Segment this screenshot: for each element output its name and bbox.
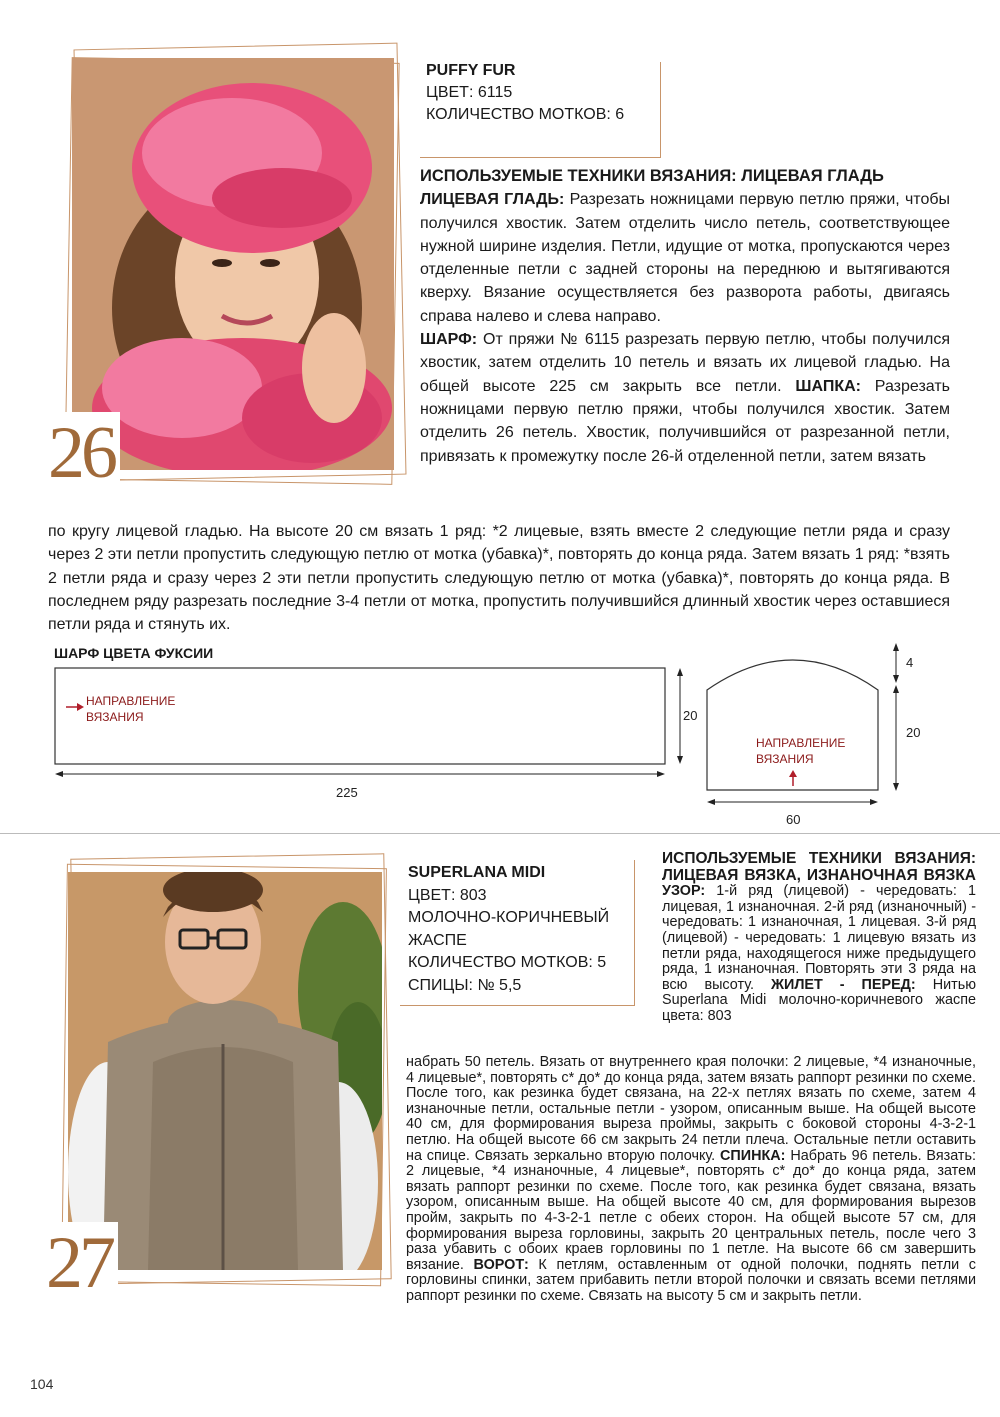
techniques-heading-27: ИСПОЛЬЗУЕМЫЕ ТЕХНИКИ ВЯЗАНИЯ: ЛИЦЕВАЯ ВЯЗКА, ИЗНАНОЧНАЯ ВЯЗКА <box>662 850 976 884</box>
diagram-title: ШАРФ ЦВЕТА ФУКСИИ <box>54 645 214 661</box>
section-divider <box>0 833 1000 834</box>
yarn-info-27 <box>408 862 609 997</box>
front-text-narrow: Нитью Superlana Midi молочно-коричневого жаспе цвета: 803 <box>662 976 977 1024</box>
yarn-skeins: КОЛИЧЕСТВО МОТКОВ: 5 <box>408 954 607 971</box>
hat-label: ШАПКА: <box>795 377 861 395</box>
hat-text-narrow: Разрезать ножницами первую петлю пряжи, чтобы получился хвостик. Затем отделить 26 петель. Хвостик, получившийся от разрезанной петли, привязать к промежутку после 26-й отделенной петли, затем вязать <box>420 377 950 465</box>
yarn-skeins: КОЛИЧЕСТВО МОТКОВ: 6 <box>426 106 625 123</box>
front-text-wide: набрать 50 петель. Вязать от внутреннего края полочки: 2 лицевые, *4 изнаночные, 4 лицевые*, повторять с* до* до конца ряда, затем вязать раппорт резинки по схеме. После того, как резинка будет связана, на 22-х петлях вязать по схеме, затем 4 изнаночные петли, остальные петли - узором, описанным выше. На общей высоте 40 см, для формирования выреза проймы, закрыть с боковой стороны 4-3-2-1 петлю. На общей высоте 66 см закрыть 24 петли плеча. Остальные петли оставить на спице. Связать зеркально вторую полочку. <box>406 1054 976 1164</box>
pattern-text: 1-й ряд (лицевой) - чередовать: 1 лицевая, 1 изнаночная. 2-й ряд (изнаночный) - чередовать: 1 изнаночная, 1 лицевая. 3-й ряд (лицевой) - чередовать: 1 лицевую вязать из петли ряда, находящегося ниже предыдущего ряда, 1 изнаночная. Повторять эти 3 ряда на всю высоту. <box>662 883 976 993</box>
yarn-needles: СПИЦЫ: № 5,5 <box>408 976 522 994</box>
hat-outline <box>707 660 878 790</box>
scarf-label: ШАРФ: <box>420 331 478 349</box>
scarf-width-value: 225 <box>336 785 358 800</box>
yarn-info-26 <box>426 60 624 126</box>
yarn-info-divider-27 <box>634 860 635 1006</box>
instructions-26-narrow <box>420 165 950 468</box>
yarn-color: ЦВЕТ: 6115 <box>426 84 513 101</box>
hat-direction-label: НАПРАВЛЕНИЕ ВЯЗАНИЯ <box>756 736 846 766</box>
yarn-color: ЦВЕТ: 803 <box>408 886 487 904</box>
scarf-text: От пряжи № 6115 разрезать первую петлю, чтобы получился хвостик, затем отделить 10 петель и вязать их лицевой гладью. На общей высоте 225 см закрыть все петли. <box>420 331 950 395</box>
yarn-color-name-1: МОЛОЧНО-КОРИЧНЕВЫЙ <box>408 909 610 926</box>
hat-scarf-photo <box>72 58 394 470</box>
page-number: 104 <box>30 1376 54 1392</box>
instructions-26-wide <box>48 520 950 636</box>
hat-width-value: 60 <box>786 812 801 827</box>
pattern-label: УЗОР: <box>662 883 706 900</box>
hat-height-value: 20 <box>906 725 921 740</box>
yarn-info-bottom-line <box>420 157 660 158</box>
instructions-27-wide <box>406 1055 976 1305</box>
man-in-vest-image <box>68 872 382 1270</box>
project-number-27: 27 <box>42 1222 118 1300</box>
project-number-26: 26 <box>44 412 120 490</box>
collar-label: ВОРОТ: <box>473 1256 529 1273</box>
instructions-27-narrow <box>662 851 976 1025</box>
hat-top-value: 4 <box>906 655 914 670</box>
yarn-name: PUFFY FUR <box>426 62 516 79</box>
woman-in-pink-hat-image <box>72 58 394 470</box>
scarf-paragraph <box>420 328 950 468</box>
scarf-direction-label: НАПРАВЛЕНИЕ ВЯЗАНИЯ <box>86 694 176 724</box>
stitch-text: Разрезать ножницами первую петлю пряжи, чтобы получился хвостик. Затем отделить число петель, соответствующее нужной ширине изделия. Петли, идущие от мотка, пропускаются через отделенные петли с задней стороны на переднюю и вытягиваются кверху. Вязание осуществляется без разворота работы, двигаясь справа налево и слева направо. <box>420 191 951 325</box>
scarf-hat-diagram <box>0 640 1000 840</box>
techniques-heading: ИСПОЛЬЗУЕМЫЕ ТЕХНИКИ ВЯЗАНИЯ: ЛИЦЕВАЯ ГЛАДЬ <box>420 167 884 185</box>
scarf-height-value: 20 <box>683 708 698 723</box>
back-text: Набрать 96 петель. Вязать: 2 лицевые, *4 изнаночные, 4 лицевые*, повторять с* до* до конца ряда, затем вязать раппорт резинки по схеме. После того, как резинка будет связана, вязать узором, описанным выше. На общей высоте 40 см, для формирования вырезов пройм, закрыть по 4-3-2-1 петле с обеих сторон. На общей высоте 57 см, для формирования выреза горловины, закрыть 20 центральных петель, после чего 3 раза убавить с обоих краев горловины по 1 петле. На высоте 66 см завершить вязание. <box>406 1147 977 1273</box>
vest-photo <box>68 872 382 1270</box>
back-label: СПИНКА: <box>720 1147 786 1164</box>
stitch-paragraph <box>420 188 950 328</box>
yarn-name: SUPERLANA MIDI <box>408 864 546 881</box>
front-label: ЖИЛЕТ - ПЕРЕД: <box>770 976 916 993</box>
yarn-info-bottom-line-27 <box>400 1005 634 1006</box>
yarn-info-divider <box>660 62 661 158</box>
collar-text: К петлям, оставленным от одной полочки, поднять петли с горловины спинки, затем прибавить петли второй полочки и связать всеми петлями раппорт резинки по схеме. Связать на высоту 5 см и закрыть петли. <box>406 1256 977 1304</box>
yarn-color-name-2: ЖАСПЕ <box>408 931 467 949</box>
stitch-label: ЛИЦЕВАЯ ГЛАДЬ: <box>420 191 565 209</box>
hat-text-wide: по кругу лицевой гладью. На высоте 20 см вязать 1 ряд: *2 лицевые, взять вместе 2 следующие петли ряда и сразу через 2 эти петли пропустить следующую петлю от мотка (убавка)*, повторять до конца ряда. Затем вязать 1 ряд: *взять 2 петли ряда и сразу через 2 эти петли пропустить следующую петлю от мотка (убавка)*, повторять до конца ряда. В последнем ряду разрезать последние 3-4 петли от мотка, пропустить получившийся длинный хвостик через оставшиеся петли ряда и стянуть их. <box>48 523 950 634</box>
